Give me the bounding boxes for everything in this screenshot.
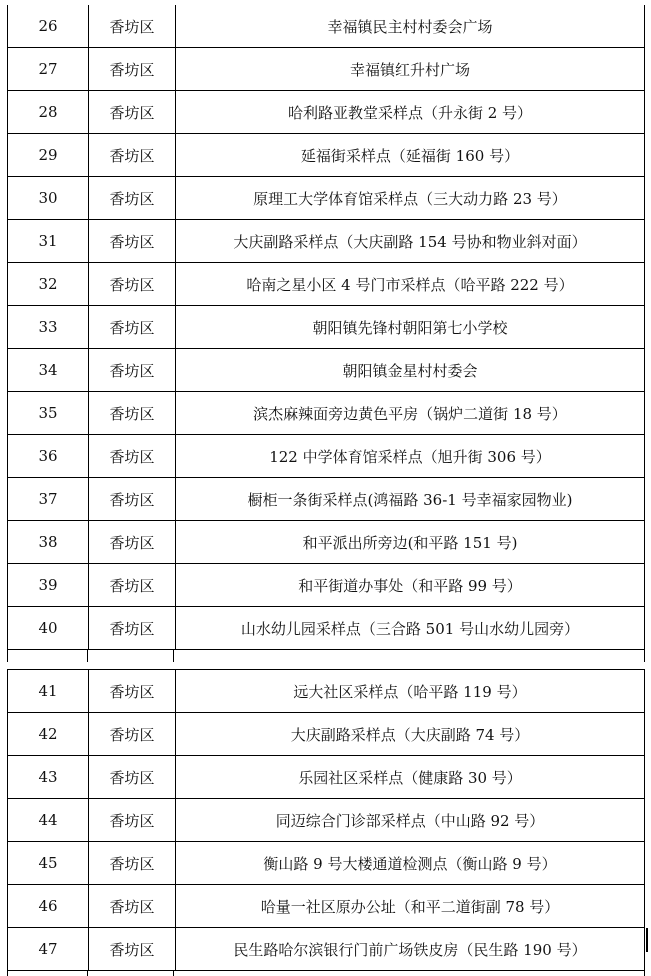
sampling-site-cell: 哈量一社区原办公址（和平二道街副 78 号） [176, 885, 645, 928]
row-number-cell: 30 [8, 177, 89, 220]
district-cell: 香坊区 [89, 134, 176, 177]
sampling-site-cell: 哈南之星小区 4 号门市采样点（哈平路 222 号） [176, 263, 645, 306]
row-number-cell: 35 [8, 392, 89, 435]
sampling-site-cell: 幸福镇红升村广场 [176, 48, 645, 91]
sampling-site-cell: 朝阳镇金星村村委会 [176, 349, 645, 392]
row-number-cell: 40 [8, 607, 89, 650]
row-number-cell: 31 [8, 220, 89, 263]
row-number-cell: 28 [8, 91, 89, 134]
sampling-site-cell: 朝阳镇先锋村朝阳第七小学校 [176, 306, 645, 349]
sampling-site-cell: 哈利路亚教堂采样点（升永街 2 号） [176, 91, 645, 134]
table-row [8, 134, 645, 177]
district-cell: 香坊区 [89, 564, 176, 607]
district-cell: 香坊区 [89, 478, 176, 521]
sampling-site-cell: 大庆副路采样点（大庆副路 154 号协和物业斜对面） [176, 220, 645, 263]
district-cell: 香坊区 [89, 435, 176, 478]
table-row [8, 263, 645, 306]
row-number-cell: 46 [8, 885, 89, 928]
table-row [8, 799, 645, 842]
row-number-cell: 41 [8, 670, 89, 713]
district-cell: 香坊区 [89, 713, 176, 756]
district-cell: 香坊区 [89, 220, 176, 263]
table-row [8, 349, 645, 392]
district-cell: 香坊区 [89, 5, 176, 48]
row-number-cell: 37 [8, 478, 89, 521]
table-row [8, 5, 645, 48]
district-cell: 香坊区 [89, 392, 176, 435]
sampling-sites-table-part1 [7, 5, 645, 650]
district-cell: 香坊区 [89, 91, 176, 134]
row-number-cell: 34 [8, 349, 89, 392]
district-cell: 香坊区 [89, 842, 176, 885]
table-row [8, 478, 645, 521]
row-number-cell: 38 [8, 521, 89, 564]
margin-mark [646, 928, 648, 952]
row-number-cell: 44 [8, 799, 89, 842]
table-row [8, 220, 645, 263]
row-number-cell: 26 [8, 5, 89, 48]
row-number-cell: 45 [8, 842, 89, 885]
sampling-site-cell: 山水幼儿园采样点（三合路 501 号山水幼儿园旁） [176, 607, 645, 650]
row-number-cell: 27 [8, 48, 89, 91]
table-body-part2 [8, 670, 645, 971]
table-row [8, 670, 645, 713]
district-cell: 香坊区 [89, 306, 176, 349]
sampling-site-cell: 滨杰麻辣面旁边黄色平房（锅炉二道街 18 号） [176, 392, 645, 435]
sampling-site-cell: 衡山路 9 号大楼通道检测点（衡山路 9 号） [176, 842, 645, 885]
district-cell: 香坊区 [89, 349, 176, 392]
sampling-site-cell: 同迈综合门诊部采样点（中山路 92 号） [176, 799, 645, 842]
table-row [8, 564, 645, 607]
sampling-site-cell: 122 中学体育馆采样点（旭升街 306 号） [176, 435, 645, 478]
district-cell: 香坊区 [89, 177, 176, 220]
sampling-site-cell: 和平派出所旁边(和平路 151 号) [176, 521, 645, 564]
row-number-cell: 29 [8, 134, 89, 177]
table-row [8, 842, 645, 885]
table-row [8, 435, 645, 478]
sampling-site-cell: 大庆副路采样点（大庆副路 74 号） [176, 713, 645, 756]
table-row [8, 177, 645, 220]
table-row [8, 306, 645, 349]
district-cell: 香坊区 [89, 756, 176, 799]
table-row [8, 756, 645, 799]
district-cell: 香坊区 [89, 799, 176, 842]
table-body-part1 [8, 5, 645, 650]
sampling-site-cell: 远大社区采样点（哈平路 119 号） [176, 670, 645, 713]
table-row [8, 48, 645, 91]
table-continuation-lines [7, 970, 645, 976]
table-row [8, 91, 645, 134]
district-cell: 香坊区 [89, 48, 176, 91]
table-row [8, 392, 645, 435]
row-number-cell: 36 [8, 435, 89, 478]
table-row [8, 928, 645, 971]
row-number-cell: 47 [8, 928, 89, 971]
district-cell: 香坊区 [89, 885, 176, 928]
table-row [8, 713, 645, 756]
table-row [8, 885, 645, 928]
district-cell: 香坊区 [89, 670, 176, 713]
table-row [8, 521, 645, 564]
sampling-site-cell: 乐园社区采样点（健康路 30 号） [176, 756, 645, 799]
page-break-gap [7, 650, 645, 669]
sampling-site-cell: 延福街采样点（延福街 160 号） [176, 134, 645, 177]
sampling-site-cell: 幸福镇民主村村委会广场 [176, 5, 645, 48]
sampling-site-cell: 和平街道办事处（和平路 99 号） [176, 564, 645, 607]
row-number-cell: 42 [8, 713, 89, 756]
sampling-sites-table-part2 [7, 669, 645, 971]
table-row [8, 607, 645, 650]
row-number-cell: 33 [8, 306, 89, 349]
row-number-cell: 39 [8, 564, 89, 607]
sampling-site-cell: 原理工大学体育馆采样点（三大动力路 23 号） [176, 177, 645, 220]
district-cell: 香坊区 [89, 263, 176, 306]
district-cell: 香坊区 [89, 521, 176, 564]
district-cell: 香坊区 [89, 928, 176, 971]
district-cell: 香坊区 [89, 607, 176, 650]
row-number-cell: 32 [8, 263, 89, 306]
sampling-site-cell: 橱柜一条街采样点(鸿福路 36-1 号幸福家园物业) [176, 478, 645, 521]
sampling-site-cell: 民生路哈尔滨银行门前广场铁皮房（民生路 190 号） [176, 928, 645, 971]
row-number-cell: 43 [8, 756, 89, 799]
